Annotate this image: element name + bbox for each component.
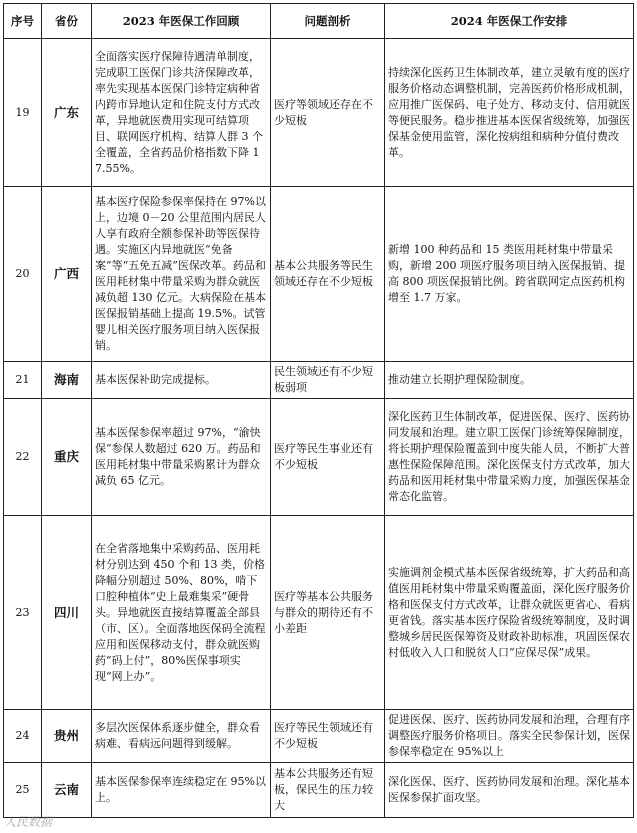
header-plan: 2024 年医保工作安排 (385, 4, 634, 39)
review-cell: 多层次医保体系逐步健全，群众看病难、看病远问题得到缓解。 (92, 710, 271, 763)
review-cell: 全面落实医疗保障待遇清单制度，完成职工医保门诊共济保障改革，率先实现基本医保门诊特定病种省内跨市异地认定和住院支付方式改革，异地就医费用实现可结算项目、联网医疗机构、结算人群 3 个全覆盖，全省药品价格指数下降 17.55%。 (92, 39, 271, 187)
watermark: 人民数据 (4, 815, 53, 829)
problems-cell: 医疗等领域还存在不少短板 (271, 39, 385, 187)
plan-cell: 推动建立长期护理保险制度。 (385, 362, 634, 399)
province-cell: 重庆 (42, 399, 92, 516)
policy-table (3, 3, 634, 818)
plan-cell: 促进医保、医疗、医药协同发展和治理，合理有序调整医疗服务价格项目。落实全民参保计划，医保参保率稳定在 95%以上 (385, 710, 634, 763)
problems-cell: 医疗等民生事业还有不少短板 (271, 399, 385, 516)
review-cell: 基本医保补助完成提标。 (92, 362, 271, 399)
table-row (4, 187, 634, 362)
seq-cell: 19 (4, 39, 42, 187)
seq-cell: 25 (4, 763, 42, 818)
problems-cell: 医疗等民生领域还有不少短板 (271, 710, 385, 763)
table-row (4, 710, 634, 763)
review-cell: 在全省落地集中采购药品、医用耗材分别达到 450 个和 13 类，价格降幅分别超过 50%、80%，啃下口腔种植体“史上最难集采”硬骨头。异地就医直接结算覆盖全部县（市、区）。全面落地医保码全流程应用和医保移动支付，群众就医购药“码上付”，80%医保事项实现“网上办”。 (92, 516, 271, 710)
seq-cell: 21 (4, 362, 42, 399)
province-cell: 广西 (42, 187, 92, 362)
plan-cell: 深化医药卫生体制改革，促进医保、医疗、医药协同发展和治理。建立职工医保门诊统筹保障制度，将长期护理保险覆盖到中度失能人员，不断扩大普惠性保险保障范围。深化医保支付方式改革，加大药品和医用耗材集中带量采购力度，加强医保基金常态化监管。 (385, 399, 634, 516)
problems-cell: 基本公共服务还有短板，保民生的压力较大 (271, 763, 385, 818)
table-row (4, 516, 634, 710)
problems-cell: 医疗等基本公共服务与群众的期待还有不小差距 (271, 516, 385, 710)
table-header-row (4, 4, 634, 39)
seq-cell: 24 (4, 710, 42, 763)
header-seq: 序号 (4, 4, 42, 39)
review-cell: 基本医保参保率超过 97%，“渝快保”参保人数超过 620 万。药品和医用耗材集中带量采购累计为群众减负 65 亿元。 (92, 399, 271, 516)
review-cell: 基本医保参保率连续稳定在 95%以上。 (92, 763, 271, 818)
province-cell: 云南 (42, 763, 92, 818)
header-review: 2023 年医保工作回顾 (92, 4, 271, 39)
header-problems: 问题剖析 (271, 4, 385, 39)
table-row (4, 763, 634, 818)
seq-cell: 22 (4, 399, 42, 516)
province-cell: 广东 (42, 39, 92, 187)
plan-cell: 实施调剂金模式基本医保省级统筹，扩大药品和高值医用耗材集中带量采购覆盖面，深化医疗服务价格和医保支付方式改革，让群众就医更省心、看病更省钱。落实基本医疗保险省级统筹制度，及时调整城乡居民医保筹资及财政补助标准，巩固医保农村低收入人口和脱贫人口“应保尽保”成果。 (385, 516, 634, 710)
seq-cell: 23 (4, 516, 42, 710)
header-province: 省份 (42, 4, 92, 39)
plan-cell: 深化医保、医疗、医药协同发展和治理。深化基本医保参保扩面攻坚。 (385, 763, 634, 818)
table-row (4, 399, 634, 516)
problems-cell: 民生领域还有不少短板弱项 (271, 362, 385, 399)
seq-cell: 20 (4, 187, 42, 362)
review-cell: 基本医疗保险参保率保持在 97%以上，边境 0－20 公里范围内居民人人享有政府全额参保补助等医保待遇。实施区内异地就医“免备案”等“五免五减”医保改革。药品和医用耗材集中带量采购为群众就医减负超 130 亿元。大病保险在基本医保报销基础上提高 19.5%。试管婴儿相关医疗服务项目纳入医保报销。 (92, 187, 271, 362)
province-cell: 四川 (42, 516, 92, 710)
plan-cell: 持续深化医药卫生体制改革，建立灵敏有度的医疗服务价格动态调整机制，完善医药价格形成机制，应用推广医保码、电子处方、移动支付、信用就医等便民服务。稳步推进基本医保省级统筹，加强医保基金使用监管，深化按病组和病种分值付费改革。 (385, 39, 634, 187)
table-row (4, 362, 634, 399)
plan-cell: 新增 100 种药品和 15 类医用耗材集中带量采购，新增 200 项医疗服务项目纳入医保报销、提高 800 项医保报销比例。跨省联网定点医药机构增至 1.7 万家。 (385, 187, 634, 362)
problems-cell: 基本公共服务等民生领域还存在不少短板 (271, 187, 385, 362)
province-cell: 贵州 (42, 710, 92, 763)
province-cell: 海南 (42, 362, 92, 399)
table-row (4, 39, 634, 187)
